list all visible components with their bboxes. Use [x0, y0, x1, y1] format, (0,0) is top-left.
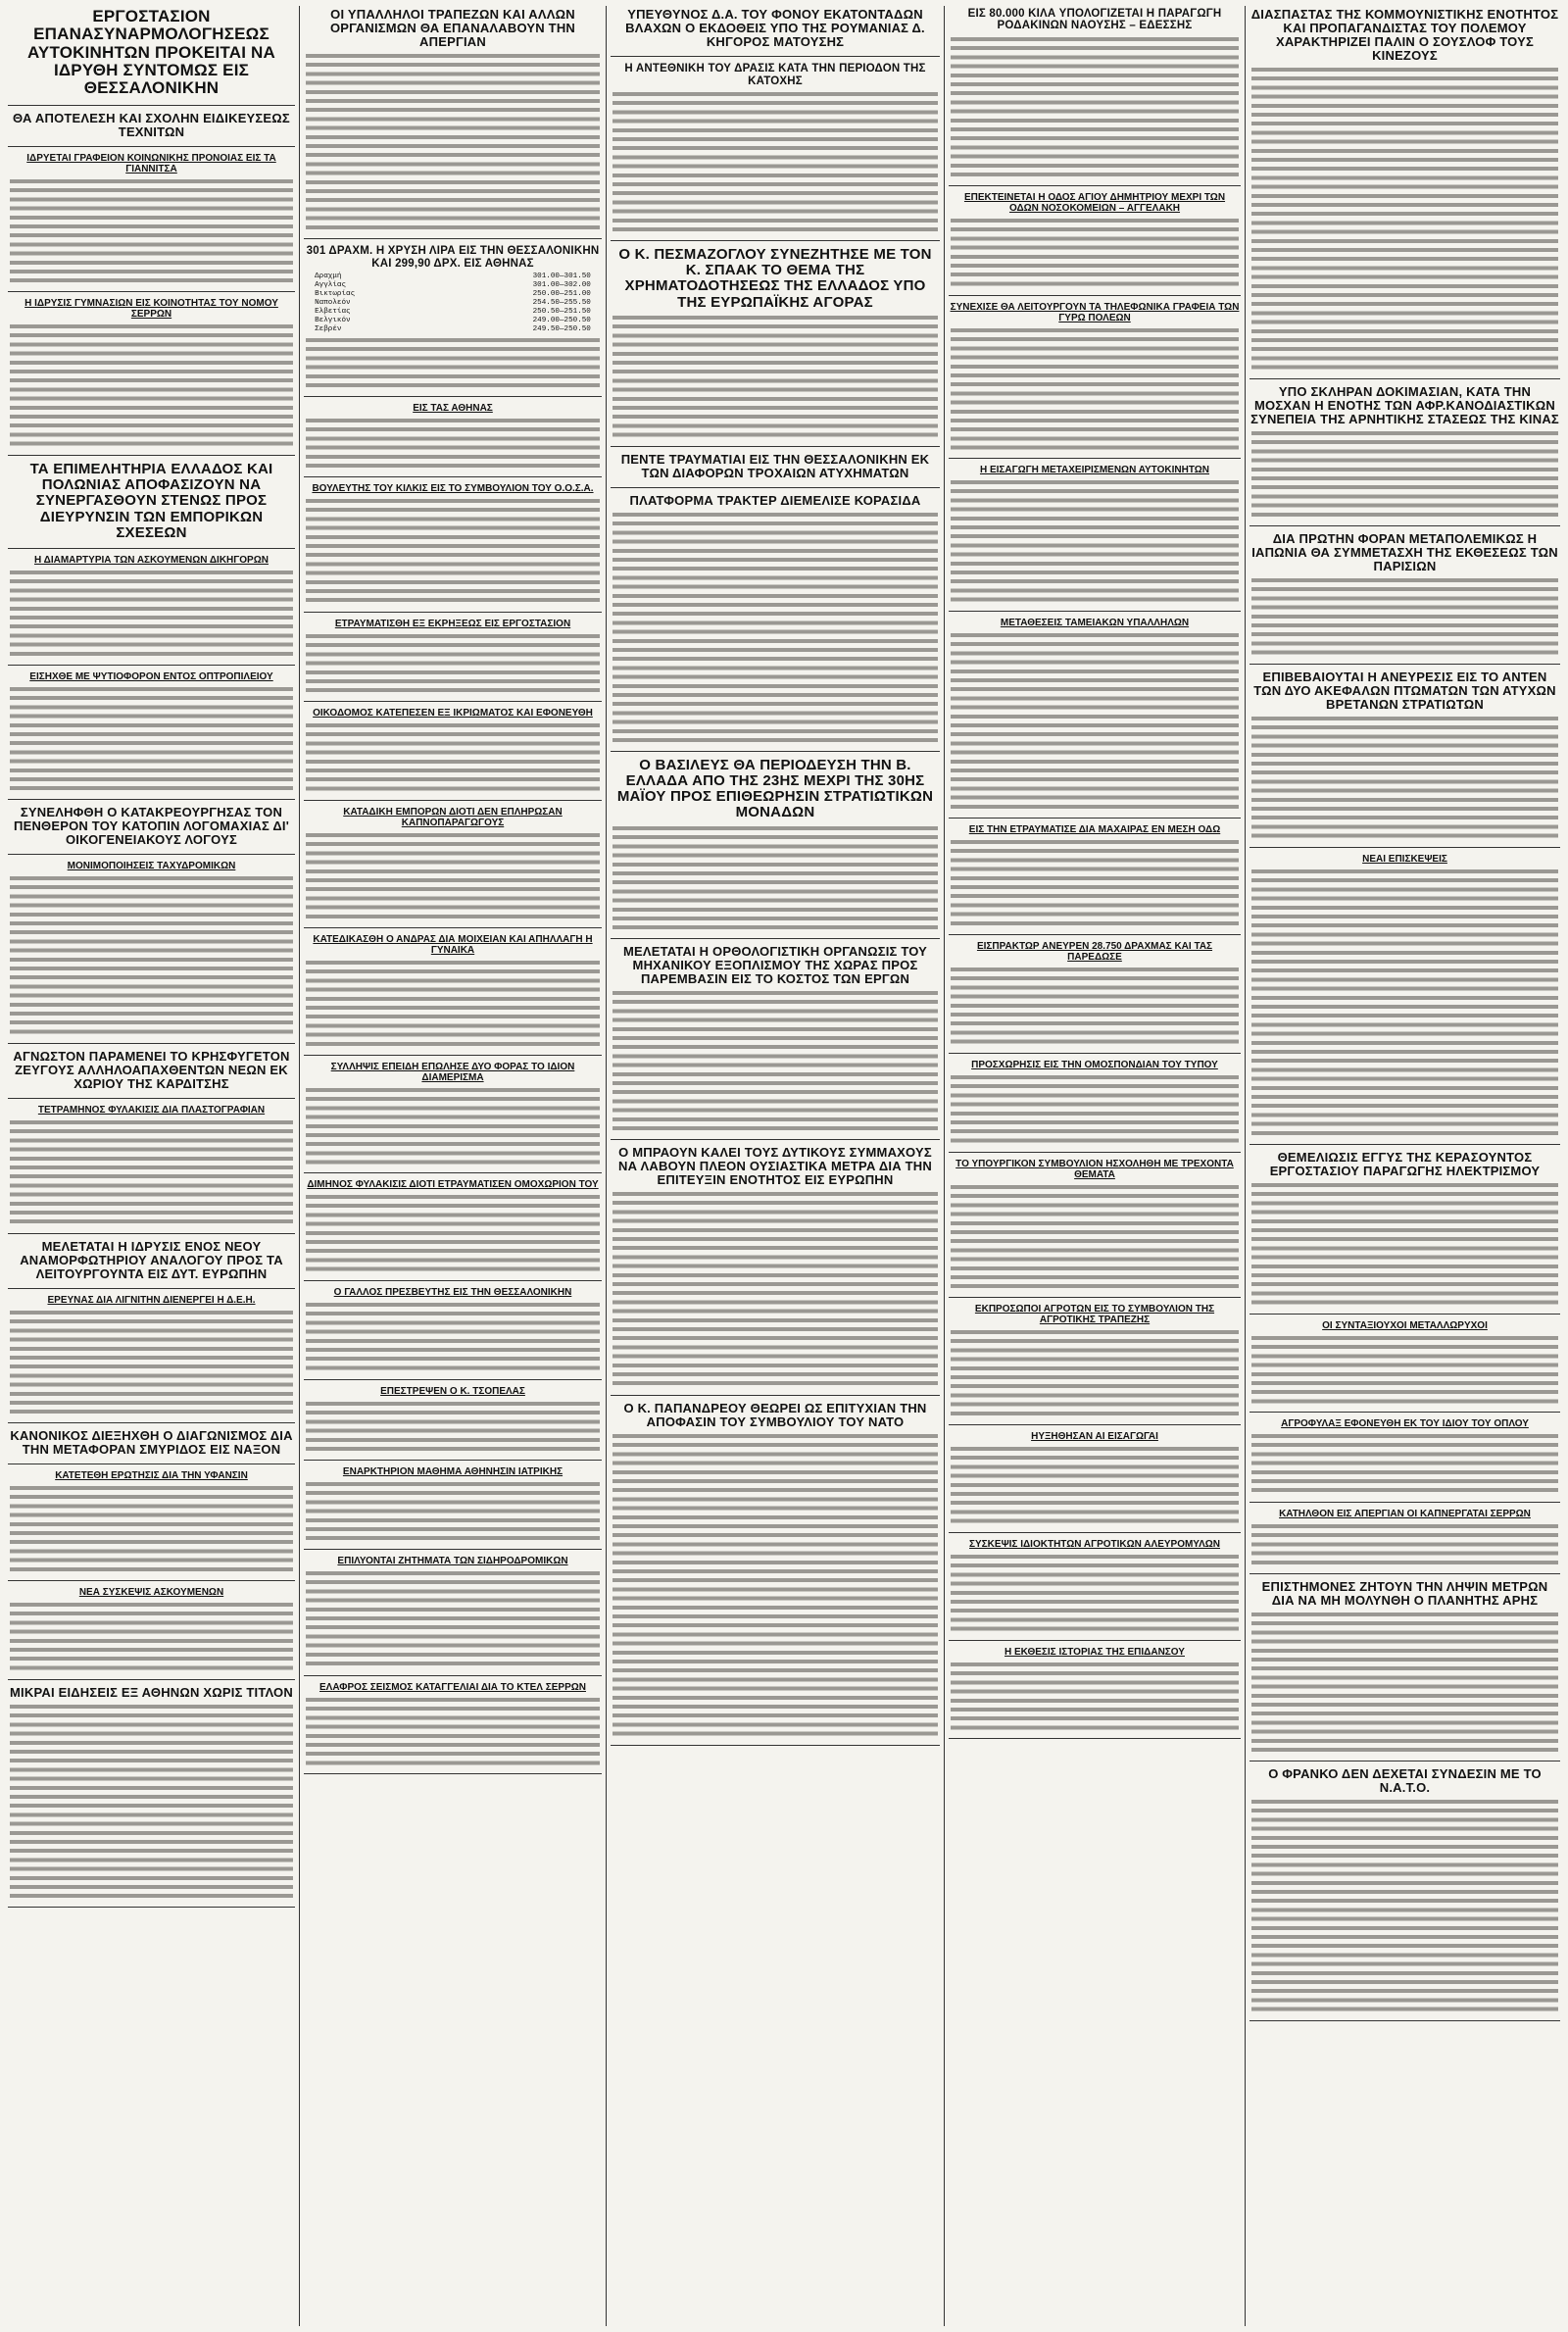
price-label: Βικτωρίας	[315, 289, 356, 298]
price-value: 254.50—255.50	[532, 298, 591, 307]
article	[304, 1062, 602, 1174]
article-subheadline: ΣΥΝΕΧΙΣΕ ΘΑ ΛΕΙΤΟΥΡΓΟΥΝ ΤΑ ΤΗΛΕΦΩΝΙΚΑ ΓΡΑΦΕΙΑ ΤΩΝ ΓΥΡΩ ΠΟΛΕΩΝ	[950, 301, 1240, 323]
article	[304, 245, 602, 397]
article-headline: Ο ΒΑΣΙΛΕΥΣ ΘΑ ΠΕΡΙΟΔΕΥΣΗ ΤΗΝ Β. ΕΛΛΑΔΑ ΑΠΟ ΤΗΣ 23ΗΣ ΜΕΧΡΙ ΤΗΣ 30ΗΣ ΜΑΪΟΥ ΠΡΟΣ ΕΠΙΘΕΩΡΗΣΙΝ ΣΤΡΑΤΙΩΤΙΚΩΝ ΜΟΝΑΔΩΝ	[616, 756, 934, 821]
article	[8, 861, 295, 1044]
article	[611, 945, 940, 1140]
article-subheadline: ΕΠΕΣΤΡΕΨΕΝ Ο Κ. ΤΣΟΠΕΛΑΣ	[380, 1385, 525, 1397]
article-body-text	[949, 217, 1241, 289]
article-body-text	[1250, 1522, 1560, 1567]
article-body-text	[304, 1086, 602, 1167]
article-subheadline: ΝΕΑ ΣΥΣΚΕΨΙΣ ΑΣΚΟΥΜΕΝΩΝ	[78, 1587, 224, 1599]
article-headline: ΕΠΙΣΤΗΜΟΝΕΣ ΖΗΤΟΥΝ ΤΗΝ ΛΗΨΙΝ ΜΕΤΡΩΝ ΔΙΑ ΝΑ ΜΗ ΜΟΛΥΝΘΗ Ο ΠΛΑΝΗΤΗΣ ΑΡΗΣ	[1261, 1578, 1548, 1608]
article-subheadline: Η ΕΚΘΕΣΙΣ ΙΣΤΟΡΙΑΣ ΤΗΣ ΕΠΙΔΑΝΣΟΥ	[1004, 1646, 1185, 1658]
article	[949, 1647, 1241, 1740]
article	[8, 1105, 295, 1233]
article-body-text	[8, 1601, 295, 1673]
article-body-text	[949, 631, 1241, 812]
article-body-text	[304, 1569, 602, 1668]
article	[8, 1587, 295, 1680]
column-4	[949, 6, 1241, 2326]
article	[1250, 1509, 1560, 1574]
gold-price-table	[313, 273, 593, 334]
article-headline: ΕΡΓΟΣΤΑΣΙΟΝ ΕΠΑΝΑΣΥΝΑΡΜΟΛΟΓΗΣΕΩΣ ΑΥΤΟΚΙΝΗΤΩΝ ΠΡΟΚΕΙΤΑΙ ΝΑ ΙΔΡΥΘΗ ΣΥΝΤΟΜΩΣ ΕΙΣ ΘΕΣΣΑΛΟΝΙΚΗΝ	[26, 7, 275, 98]
price-row	[313, 281, 593, 290]
article	[949, 1304, 1241, 1425]
article-body-text	[949, 1553, 1241, 1634]
article-subheadline: ΔΙΜΗΝΟΣ ΦΥΛΑΚΙΣΙΣ ΔΙΟΤΙ ΕΤΡΑΥΜΑΤΙΣΕΝ ΟΜΟΧΩΡΙΟΝ ΤΟΥ	[307, 1179, 599, 1191]
article	[304, 807, 602, 928]
article	[8, 462, 295, 549]
article-body-text	[1250, 66, 1560, 372]
article-body-text	[304, 336, 602, 390]
article	[611, 63, 940, 241]
article-body-text	[304, 1696, 602, 1768]
article-headline: ΥΠΕΥΘΥΝΟΣ Δ.Α. ΤΟΥ ΦΟΝΟΥ ΕΚΑΤΟΝΤΑΔΩΝ ΒΛΑΧΩΝ Ο ΕΚΔΟΘΕΙΣ ΥΠΟ ΤΗΣ ΡΟΥΜΑΝΙΑΣ Δ. ΚΗΓΟΡΟΣ ΜΑΤΟΥΣΗΣ	[625, 7, 925, 50]
article-subheadline: ΣΥΣΚΕΨΙΣ ΙΔΙΟΚΤΗΤΩΝ ΑΓΡΟΤΙΚΩΝ ΑΛΕΥΡΟΜΥΛΩΝ	[969, 1538, 1220, 1550]
article	[8, 1050, 295, 1099]
article	[8, 1686, 295, 1908]
price-row	[313, 273, 593, 281]
article	[949, 465, 1241, 612]
article-body-text	[304, 721, 602, 794]
article-body-text	[949, 478, 1241, 605]
column-rule	[1245, 6, 1246, 2326]
article-subheadline: ΟΙΚΟΔΟΜΟΣ ΚΑΤΕΠΕΣΕΝ ΕΞ ΙΚΡΙΩΜΑΤΟΣ ΚΑΙ ΕΦΟΝΕΥΘΗ	[313, 708, 593, 719]
article-body-text	[8, 569, 295, 659]
article-subheadline: ΙΔΡΥΕΤΑΙ ΓΡΑΦΕΙΟΝ ΚΟΙΝΩΝΙΚΗΣ ΠΡΟΝΟΙΑΣ ΕΙΣ ΤΑ ΓΙΑΝΝΙΤΣΑ	[26, 152, 276, 174]
article-body-text	[8, 1118, 295, 1226]
article-subheadline: ΕΠΕΚΤΕΙΝΕΤΑΙ Η ΟΔΟΣ ΑΓΙΟΥ ΔΗΜΗΤΡΙΟΥ ΜΕΧΡΙ ΤΩΝ ΟΔΩΝ ΝΟΣΟΚΟΜΕΙΩΝ – ΑΓΓΕΛΑΚΗ	[963, 192, 1226, 214]
article	[611, 1146, 940, 1395]
article	[304, 1179, 602, 1281]
article	[949, 1159, 1241, 1298]
article	[8, 298, 295, 456]
article-body-text	[949, 35, 1241, 179]
price-label: Ναπολεόν	[315, 298, 351, 307]
article-body-text	[8, 874, 295, 1037]
article-subheadline: ΒΟΥΛΕΥΤΗΣ ΤΟΥ ΚΙΛΚΙΣ ΕΙΣ ΤΟ ΣΥΜΒΟΥΛΙΟΝ ΤΟΥ Ο.Ο.Σ.Α.	[312, 483, 594, 495]
article-body-text	[1250, 868, 1560, 1138]
price-row	[313, 290, 593, 299]
article	[304, 1682, 602, 1775]
article-body-text	[304, 1193, 602, 1274]
article-body-text	[611, 989, 940, 1133]
article-body-text	[1250, 1432, 1560, 1495]
article-subheadline: ΜΕΤΑΘΕΣΕΙΣ ΤΑΜΕΙΑΚΩΝ ΥΠΑΛΛΗΛΩΝ	[1000, 618, 1190, 629]
article-headline: ΣΥΝΕΛΗΦΘΗ Ο ΚΑΤΑΚΡΕΟΥΡΓΗΣΑΣ ΤΟΝ ΠΕΝΘΕΡΟΝ ΤΟΥ ΚΑΤΟΠΙΝ ΛΟΓΟΜΑΧΙΑΣ ΔΙ' ΟΙΚΟΓΕΝΕΙΑΚΟΥΣ ΛΟΓΟΥΣ	[13, 805, 289, 848]
article-body-text	[8, 1309, 295, 1416]
article	[611, 494, 940, 752]
article-subheadline: ΝΕΑΙ ΕΠΙΣΚΕΨΕΙΣ	[1362, 853, 1447, 865]
article-subheadline: ΕΙΣ ΤΑΣ ΑΘΗΝΑΣ	[413, 403, 493, 415]
article-headline: ΠΛΑΤΦΟΡΜΑ ΤΡΑΚΤΕΡ ΔΙΕΜΕΛΙΣΕ ΚΟΡΑΣΙΔΑ	[629, 492, 921, 508]
article-body-text	[8, 177, 295, 285]
article-subheadline: Η ΕΙΣΑΓΩΓΗ ΜΕΤΑΧΕΙΡΙΣΜΕΝΩΝ ΑΥΤΟΚΙΝΗΤΩΝ	[979, 465, 1210, 476]
column-2	[304, 6, 602, 2326]
article	[611, 758, 940, 939]
article-body-text	[1250, 1334, 1560, 1407]
article-subheadline: ΕΚΠΡΟΣΩΠΟΙ ΑΓΡΟΤΩΝ ΕΙΣ ΤΟ ΣΥΜΒΟΥΛΙΟΝ ΤΗΣ ΑΓΡΟΤΙΚΗΣ ΤΡΑΠΕΖΗΣ	[974, 1303, 1215, 1325]
article-body-text	[304, 417, 602, 471]
article-body-text	[304, 959, 602, 1049]
article-subheadline: ΕΤΡΑΥΜΑΤΙΣΘΗ ΕΞ ΕΚΡΗΞΕΩΣ ΕΙΣ ΕΡΓΟΣΤΑΣΙΟΝ	[334, 618, 571, 629]
article	[8, 1470, 295, 1581]
article	[1250, 854, 1560, 1145]
article-body-text	[1250, 1611, 1560, 1755]
price-label: Δραχμή	[315, 272, 342, 280]
article	[304, 483, 602, 612]
article-subheadline: ΕΙΣ ΤΗΝ ΕΤΡΑΥΜΑΤΙΣΕ ΔΙΑ ΜΑΧΑΙΡΑΣ ΕΝ ΜΕΣΗ ΟΔΩ	[968, 824, 1221, 836]
article-subheadline: ΕΙΣΠΡΑΚΤΩΡ ΑΝΕΥΡΕΝ 28.750 ΔΡΑΧΜΑΣ ΚΑΙ ΤΑΣ ΠΑΡΕΔΩΣΕ	[976, 941, 1213, 964]
article-subheadline: ΣΥΛΛΗΨΙΣ ΕΠΕΙΔΗ ΕΠΩΛΗΣΕ ΔΥΟ ΦΟΡΑΣ ΤΟ ΙΔΙΟΝ ΔΙΑΜΕΡΙΣΜΑ	[330, 1061, 575, 1083]
article	[304, 8, 602, 239]
price-value: 250.00—251.00	[532, 289, 591, 298]
article	[304, 934, 602, 1056]
article-headline: Ο Κ. ΠΕΣΜΑΖΟΓΛΟΥ ΣΥΝΕΖΗΤΗΣΕ ΜΕ ΤΟΝ Κ. ΣΠΑΑΚ ΤΟ ΘΕΜΑ ΤΗΣ ΧΡΗΜΑΤΟΔΟΤΗΣΕΩΣ ΤΗΣ ΕΛΛΑΔΟΣ ΥΠΟ ΤΗΣ ΕΥΡΩΠΑΪΚΗΣ ΑΓΟΡΑΣ	[618, 246, 932, 311]
article-body-text	[1250, 715, 1560, 841]
price-label: Αγγλίας	[315, 280, 347, 289]
article	[949, 618, 1241, 819]
article-body-text	[8, 685, 295, 793]
article-body-text	[8, 1484, 295, 1574]
article-headline: ΚΑΝΟΝΙΚΟΣ ΔΙΕΞΗΧΘΗ Ο ΔΙΑΓΩΝΙΣΜΟΣ ΔΙΑ ΤΗΝ ΜΕΤΑΦΟΡΑΝ ΣΜΥΡΙΔΟΣ ΕΙΣ ΝΑΞΟΝ	[10, 1428, 293, 1458]
price-label: Σεβρέν	[315, 324, 342, 333]
article-body-text	[304, 497, 602, 605]
article	[1250, 8, 1560, 379]
article-subheadline: ΕΛΑΦΡΟΣ ΣΕΙΣΜΟΣ ΚΑΤΑΓΓΕΛΙΑΙ ΔΙΑ ΤΟ ΚΤΕΛ ΣΕΡΡΩΝ	[319, 1681, 586, 1693]
article-body-text	[1250, 1798, 1560, 2014]
article-headline: ΜΙΚΡΑΙ ΕΙΔΗΣΕΙΣ ΕΞ ΑΘΗΝΩΝ ΧΩΡΙΣ ΤΙΤΛΟΝ	[10, 1684, 293, 1700]
article	[304, 1287, 602, 1380]
article-body-text	[949, 838, 1241, 928]
article-body-text	[304, 52, 602, 232]
article	[8, 1295, 295, 1423]
article-body-text	[949, 1073, 1241, 1146]
article	[8, 1240, 295, 1289]
price-row	[313, 308, 593, 317]
article-headline: ΕΠΙΒΕΒΑΙΟΥΤΑΙ Η ΑΝΕΥΡΕΣΙΣ ΕΙΣ ΤΟ ΑΝΤΕΝ ΤΩΝ ΔΥΟ ΑΚΕΦΑΛΩΝ ΠΤΩΜΑΤΩΝ ΤΩΝ ΑΤΥΧΩΝ ΒΡΕΤΑΝΩΝ ΣΤΡΑΤΙΩΤΩΝ	[1253, 669, 1556, 712]
article-body-text	[1250, 576, 1560, 658]
article-subheadline: ΚΑΤΕΔΙΚΑΣΘΗ Ο ΑΝΔΡΑΣ ΔΙΑ ΜΟΙΧΕΙΑΝ ΚΑΙ ΑΠΗΛΛΑΓΗ Η ΓΥΝΑΙΚΑ	[313, 933, 593, 956]
article-headline: ΘΑ ΑΠΟΤΕΛΕΣΗ ΚΑΙ ΣΧΟΛΗΝ ΕΙΔΙΚΕΥΣΕΩΣ ΤΕΧΝΙΤΩΝ	[13, 110, 290, 139]
article	[1250, 532, 1560, 665]
article-subheadline: Ο ΓΑΛΛΟΣ ΠΡΕΣΒΕΥΤΗΣ ΕΙΣ ΤΗΝ ΘΕΣΣΑΛΟΝΙΚΗΝ	[333, 1287, 572, 1299]
article-headline: ΠΕΝΤΕ ΤΡΑΥΜΑΤΙΑΙ ΕΙΣ ΤΗΝ ΘΕΣΣΑΛΟΝΙΚΗΝ ΕΚ ΤΩΝ ΔΙΑΦΟΡΩΝ ΤΡΟΧΑΙΩΝ ΑΤΥΧΗΜΑΤΩΝ	[620, 451, 930, 480]
article	[611, 8, 940, 57]
price-value: 301.00—301.50	[532, 272, 591, 280]
price-value: 250.50—251.50	[532, 307, 591, 316]
article-subheadline: Η ΙΔΡΥΣΙΣ ΓΥΜΝΑΣΙΩΝ ΕΙΣ ΚΟΙΝΟΤΗΤΑΣ ΤΟΥ ΝΟΜΟΥ ΣΕΡΡΩΝ	[24, 298, 278, 321]
price-value: 301.00—302.00	[532, 280, 591, 289]
article	[304, 1386, 602, 1461]
article	[1250, 1767, 1560, 2021]
article	[8, 112, 295, 147]
article-body-text	[949, 966, 1241, 1047]
price-row	[313, 299, 593, 308]
article-body-text	[8, 1703, 295, 1901]
article-headline: Η ΑΝΤΕΘΝΙΚΗ ΤΟΥ ΔΡΑΣΙΣ ΚΑΤΑ ΤΗΝ ΠΕΡΙΟΔΟΝ ΤΗΣ ΚΑΤΟΧΗΣ	[624, 63, 926, 87]
article	[1250, 1320, 1560, 1414]
price-row	[313, 317, 593, 325]
article	[8, 555, 295, 666]
article-body-text	[611, 1190, 940, 1388]
article-headline: ΑΓΝΩΣΤΟΝ ΠΑΡΑΜΕΝΕΙ ΤΟ ΚΡΗΣΦΥΓΕΤΟΝ ΖΕΥΓΟΥΣ ΑΛΛΗΛΟΑΠΑΧΘΕΝΤΩΝ ΝΕΩΝ ΕΚ ΧΩΡΙΟΥ ΤΗΣ ΚΑΡΔΙΤΣΗΣ	[13, 1049, 290, 1092]
article-body-text	[949, 1328, 1241, 1418]
article-subheadline: ΗΥΞΗΘΗΣΑΝ ΑΙ ΕΙΣΑΓΩΓΑΙ	[1031, 1430, 1158, 1442]
article	[8, 806, 295, 855]
article-subheadline: ΑΓΡΟΦΥΛΑΞ ΕΦΟΝΕΥΘΗ ΕΚ ΤΟΥ ΙΔΙΟΥ ΤΟΥ ΟΠΛΟΥ	[1281, 1418, 1529, 1430]
price-value: 249.50—250.50	[532, 324, 591, 333]
article-subheadline: ΕΙΣΗΧΘΕ ΜΕ ΨΥΤΙΟΦΟΡΟΝ ΕΝΤΟΣ ΟΠΤΡΟΠΙΛΕΙΟΥ	[29, 670, 273, 682]
article	[949, 192, 1241, 296]
article	[949, 941, 1241, 1054]
article-headline: ΘΕΜΕΛΙΩΣΙΣ ΕΓΓΥΣ ΤΗΣ ΚΕΡΑΣΟΥΝΤΟΣ ΕΡΓΟΣΤΑΣΙΟΥ ΠΑΡΑΓΩΓΗΣ ΗΛΕΚΤΡΙΣΜΟΥ	[1269, 1149, 1541, 1178]
article	[949, 824, 1241, 935]
article	[304, 1466, 602, 1550]
article-body-text	[304, 1400, 602, 1454]
article	[949, 302, 1241, 460]
article-headline: Ο Κ. ΠΑΠΑΝΔΡΕΟΥ ΘΕΩΡΕΙ ΩΣ ΕΠΙΤΥΧΙΑΝ ΤΗΝ ΑΠΟΦΑΣΙΝ ΤΟΥ ΣΥΜΒΟΥΛΙΟΥ ΤΟΥ ΝΑΤΟ	[623, 1400, 927, 1429]
column-rule	[299, 6, 300, 2326]
article	[8, 153, 295, 292]
article	[8, 1429, 295, 1464]
article-body-text	[304, 1480, 602, 1543]
article-headline: Ο ΦΡΑΝΚΟ ΔΕΝ ΔΕΧΕΤΑΙ ΣΥΝΔΕΣΙΝ ΜΕ ΤΟ Ν.Α.Τ.Ο.	[1268, 1765, 1542, 1795]
column-3	[611, 6, 940, 2326]
article	[949, 8, 1241, 186]
article	[1250, 1418, 1560, 1502]
article-headline: ΕΙΣ 80.000 ΚΙΛΑ ΥΠΟΛΟΓΙΖΕΤΑΙ Η ΠΑΡΑΓΩΓΗ ΡΟΔΑΚΙΝΩΝ ΝΑΟΥΣΗΣ – ΕΔΕΣΣΗΣ	[967, 8, 1222, 32]
article-headline: ΔΙΑ ΠΡΩΤΗΝ ΦΟΡΑΝ ΜΕΤΑΠΟΛΕΜΙΚΩΣ Η ΙΑΠΩΝΙΑ ΘΑ ΣΥΜΜΕΤΑΣΧΗ ΤΗΣ ΕΚΘΕΣΕΩΣ ΤΩΝ ΠΑΡΙΣΙΩΝ	[1251, 531, 1558, 574]
article	[1250, 1151, 1560, 1315]
article	[949, 1060, 1241, 1153]
article-headline: Ο ΜΠΡΑΟΥΝ ΚΑΛΕΙ ΤΟΥΣ ΔΥΤΙΚΟΥΣ ΣΥΜΜΑΧΟΥΣ ΝΑ ΛΑΒΟΥΝ ΠΛΕΟΝ ΟΥΣΙΑΣΤΙΚΑ ΜΕΤΡΑ ΔΙΑ ΤΗΝ ΕΠΙΤΕΥΞΙΝ ΕΝΟΤΗΤΟΣ ΕΙΣ ΕΥΡΩΠΗΝ	[618, 1145, 932, 1188]
article-subheadline: ΕΠΙΛΥΟΝΤΑΙ ΖΗΤΗΜΑΤΑ ΤΩΝ ΣΙΔΗΡΟΔΡΟΜΙΚΩΝ	[337, 1556, 568, 1567]
article-body-text	[304, 1301, 602, 1373]
article-subheadline: ΚΑΤΗΛΘΟΝ ΕΙΣ ΑΠΕΡΓΙΑΝ ΟΙ ΚΑΠΝΕΡΓΑΤΑΙ ΣΕΡΡΩΝ	[1279, 1508, 1531, 1519]
article	[949, 1431, 1241, 1533]
article-headline: ΟΙ ΥΠΑΛΛΗΛΟΙ ΤΡΑΠΕΖΩΝ ΚΑΙ ΑΛΛΩΝ ΟΡΓΑΝΙΣΜΩΝ ΘΑ ΕΠΑΝΑΛΑΒΟΥΝ ΤΗΝ ΑΠΕΡΓΙΑΝ	[330, 7, 575, 50]
price-label: Βελγικόν	[315, 316, 351, 324]
article-body-text	[1250, 429, 1560, 520]
article-subheadline: ΜΟΝΙΜΟΠΟΙΗΣΕΙΣ ΤΑΧΥΔΡΟΜΙΚΩΝ	[67, 861, 236, 872]
article-subheadline: Η ΔΙΑΜΑΡΤΥΡΙΑ ΤΩΝ ΑΣΚΟΥΜΕΝΩΝ ΔΙΚΗΓΟΡΩΝ	[34, 554, 269, 566]
article-body-text	[611, 1432, 940, 1739]
column-rule	[606, 6, 607, 2326]
article	[1250, 385, 1560, 526]
article-body-text	[949, 326, 1241, 453]
article-body-text	[949, 1183, 1241, 1291]
article-subheadline: ΕΡΕΥΝΑΣ ΔΙΑ ΛΙΓΝΙΤΗΝ ΔΙΕΝΕΡΓΕΙ Η Δ.Ε.Η.	[47, 1294, 256, 1306]
article-body-text	[8, 323, 295, 449]
article-subheadline: ΕΝΑΡΚΤΗΡΙΟΝ ΜΑΘΗΜΑ ΑΘΗΝΗΣΙΝ ΙΑΤΡΙΚΗΣ	[342, 1466, 564, 1478]
article-body-text	[304, 632, 602, 695]
article	[949, 1539, 1241, 1641]
article-subheadline: ΤΟ ΥΠΟΥΡΓΙΚΟΝ ΣΥΜΒΟΥΛΙΟΝ ΗΣΧΟΛΗΘΗ ΜΕ ΤΡΕΧΟΝΤΑ ΘΕΜΑΤΑ	[956, 1158, 1234, 1180]
column-5	[1250, 6, 1560, 2326]
article-subheadline: ΚΑΤΑΔΙΚΗ ΕΜΠΟΡΩΝ ΔΙΟΤΙ ΔΕΝ ΕΠΛΗΡΩΣΑΝ ΚΑΠΝΟΠΑΡΑΓΩΓΟΥΣ	[343, 806, 563, 828]
article-subheadline: ΤΕΤΡΑΜΗΝΟΣ ΦΥΛΑΚΙΣΙΣ ΔΙΑ ΠΛΑΣΤΟΓΡΑΦΙΑΝ	[37, 1105, 266, 1116]
article-subheadline: ΚΑΤΕΤΕΘΗ ΕΡΩΤΗΣΙΣ ΔΙΑ ΤΗΝ ΥΦΑΝΣΙΝ	[55, 1470, 248, 1482]
article-body-text	[611, 314, 940, 440]
article-subheadline: ΟΙ ΣΥΝΤΑΞΙΟΥΧΟΙ ΜΕΤΑΛΛΩΡΥΧΟΙ	[1322, 1319, 1488, 1331]
article-headline: ΔΙΑΣΠΑΣΤΑΣ ΤΗΣ ΚΟΜΜΟΥΝΙΣΤΙΚΗΣ ΕΝΟΤΗΤΟΣ ΚΑΙ ΠΡΟΠΑΓΑΝΔΙΣΤΑΣ ΤΟΥ ΠΟΛΕΜΟΥ ΧΑΡΑΚΤΗΡΙΖΕΙ ΠΑΛΙΝ Ο ΣΟΥΣΛΟΦ ΤΟΥΣ ΚΙΝΕΖΟΥΣ	[1250, 7, 1559, 64]
article-body-text	[949, 1445, 1241, 1526]
article-body-text	[949, 1661, 1241, 1733]
article-headline: 301 ΔΡΑΧΜ. Η ΧΡΥΣΗ ΛΙΡΑ ΕΙΣ ΤΗΝ ΘΕΣΣΑΛΟΝΙΚΗΝ ΚΑΙ 299,90 ΔΡΧ. ΕΙΣ ΑΘΗΝΑΣ	[306, 245, 600, 270]
article-headline: ΜΕΛΕΤΑΤΑΙ Η ΟΡΘΟΛΟΓΙΣΤΙΚΗ ΟΡΓΑΝΩΣΙΣ ΤΟΥ ΜΗΧΑΝΙΚΟΥ ΕΞΟΠΛΙΣΜΟΥ ΤΗΣ ΧΩΡΑΣ ΠΡΟΣ ΠΑΡΕΜΒΑΣΙΝ ΕΙΣ ΤΟ ΚΟΣΤΟΣ ΤΩΝ ΕΡΓΩΝ	[622, 944, 928, 987]
price-value: 249.00—250.50	[532, 316, 591, 324]
article	[304, 619, 602, 702]
article	[304, 708, 602, 801]
article-body-text	[611, 824, 940, 932]
article	[304, 403, 602, 477]
article	[1250, 670, 1560, 848]
price-label: Ελβετίας	[315, 307, 351, 316]
column-1	[8, 6, 295, 2326]
article-headline: ΥΠΟ ΣΚΛΗΡΑΝ ΔΟΚΙΜΑΣΙΑΝ, ΚΑΤΑ ΤΗΝ ΜΟΣΧΑΝ Η ΕΝΟΤΗΣ ΤΩΝ ΑΦΡ.ΚΑΝΟΔΙΑΣΤΙΚΩΝ ΣΥΝΕΠΕΙΑ ΤΗΣ ΑΡΝΗΤΙΚΗΣ ΣΤΑΣΕΩΣ ΤΗΣ ΚΙΝΑΣ	[1250, 383, 1559, 426]
newspaper-page	[8, 6, 1560, 2326]
article	[8, 8, 295, 106]
article-body-text	[1250, 1181, 1560, 1308]
column-rule	[944, 6, 945, 2326]
article	[611, 1402, 940, 1746]
article-subheadline: ΠΡΟΣΧΩΡΗΣΙΣ ΕΙΣ ΤΗΝ ΟΜΟΣΠΟΝΔΙΑΝ ΤΟΥ ΤΥΠΟΥ	[971, 1059, 1218, 1070]
article-body-text	[304, 831, 602, 921]
article	[611, 453, 940, 488]
article-headline: ΤΑ ΕΠΙΜΕΛΗΤΗΡΙΑ ΕΛΛΑΔΟΣ ΚΑΙ ΠΟΛΩΝΙΑΣ ΑΠΟΦΑΣΙΖΟΥΝ ΝΑ ΣΥΝΕΡΓΑΣΘΟΥΝ ΣΤΕΝΩΣ ΠΡΟΣ ΔΙΕΥΡΥΝΣΙΝ ΤΩΝ ΕΜΠΟΡΙΚΩΝ ΣΧΕΣΕΩΝ	[29, 461, 273, 541]
price-row	[313, 325, 593, 334]
article	[8, 671, 295, 800]
article-headline: ΜΕΛΕΤΑΤΑΙ Η ΙΔΡΥΣΙΣ ΕΝΟΣ ΝΕΟΥ ΑΝΑΜΟΡΦΩΤΗΡΙΟΥ ΑΝΑΛΟΓΟΥ ΠΡΟΣ ΤΑ ΛΕΙΤΟΥΡΓΟΥΝΤΑ ΕΙΣ ΔΥΤ. ΕΥΡΩΠΗΝ	[20, 1238, 283, 1281]
article	[611, 247, 940, 447]
article	[304, 1556, 602, 1675]
article	[1250, 1580, 1560, 1761]
article-body-text	[611, 90, 940, 234]
article-body-text	[611, 511, 940, 745]
